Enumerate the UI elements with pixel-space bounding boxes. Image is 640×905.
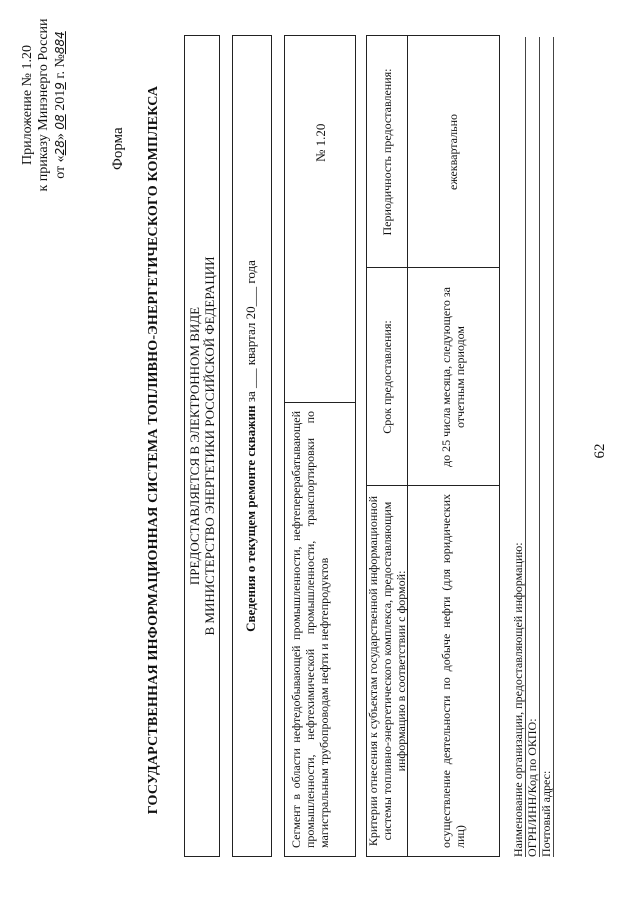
form-label: Форма (110, 127, 126, 170)
appendix-number: Приложение № 1.20 (20, 45, 35, 165)
submission-notice-box (184, 35, 220, 857)
value-criteria: осуществление деятельности по добыче нефти (для юридических лиц) (439, 494, 467, 848)
segment-table (284, 35, 356, 857)
handwritten-day: 28 (53, 140, 67, 156)
segment-description: Сегмент в области нефтедобывающей промышленности, нефтеперерабатывающей промышленности, нефтехимической промышленности, транспортировки по магистральным трубопроводам нефти и нефтепродуктов (285, 402, 355, 856)
main-title: ГОСУДАРСТВЕННАЯ ИНФОРМАЦИОННАЯ СИСТЕМА ТОПЛИВНО-ЭНЕРГЕТИЧЕСКОГО КОМПЛЕКСА (146, 85, 161, 815)
value-periodicity: ежеквартально (446, 114, 460, 190)
ogrn-inn-okpo-field: ОГРН/ИНН/Код по ОКПО: (526, 37, 540, 857)
header-criteria: Критерии отнесения к субъектам государственной информационной системы топливно-энергетического комплекса, предоставляющим информацию в соответствии с формой: (366, 495, 408, 847)
page-number: 62 (592, 443, 608, 459)
organization-name-field: Наименование организации, предоставляющей информацию: (512, 37, 526, 857)
handwritten-year-digit: 9 (53, 82, 67, 90)
handwritten-order-number: 884 (53, 31, 67, 55)
report-title: Сведения о текущем ремонте скважин за ___ квартал 20___ года (243, 260, 258, 632)
report-title-box (232, 35, 272, 857)
appendix-order-ref: к приказу Минэнерго России (36, 18, 51, 192)
header-periodicity: Периодичность предоставления: (380, 68, 394, 236)
form-number-cell (285, 36, 355, 402)
submission-notice-line2: В МИНИСТЕРСТВО ЭНЕРГЕТИКИ РОССИЙСКОЙ ФЕДЕРАЦИИ (202, 256, 217, 636)
postal-address-field: Почтовый адрес: (540, 37, 554, 857)
submission-notice-line1: ПРЕДОСТАВЛЯЕТСЯ В ЭЛЕКТРОННОМ ВИДЕ (187, 306, 202, 586)
handwritten-month: 08 (53, 114, 67, 130)
header-deadline: Срок предоставления: (380, 320, 394, 434)
form-number: № 1.20 (313, 123, 328, 162)
value-deadline: до 25 числа месяца, следующего за отчетным периодом (439, 287, 467, 467)
appendix-order-date: от «28» 08 2019 г. №884 (53, 31, 68, 179)
criteria-table (366, 35, 500, 857)
